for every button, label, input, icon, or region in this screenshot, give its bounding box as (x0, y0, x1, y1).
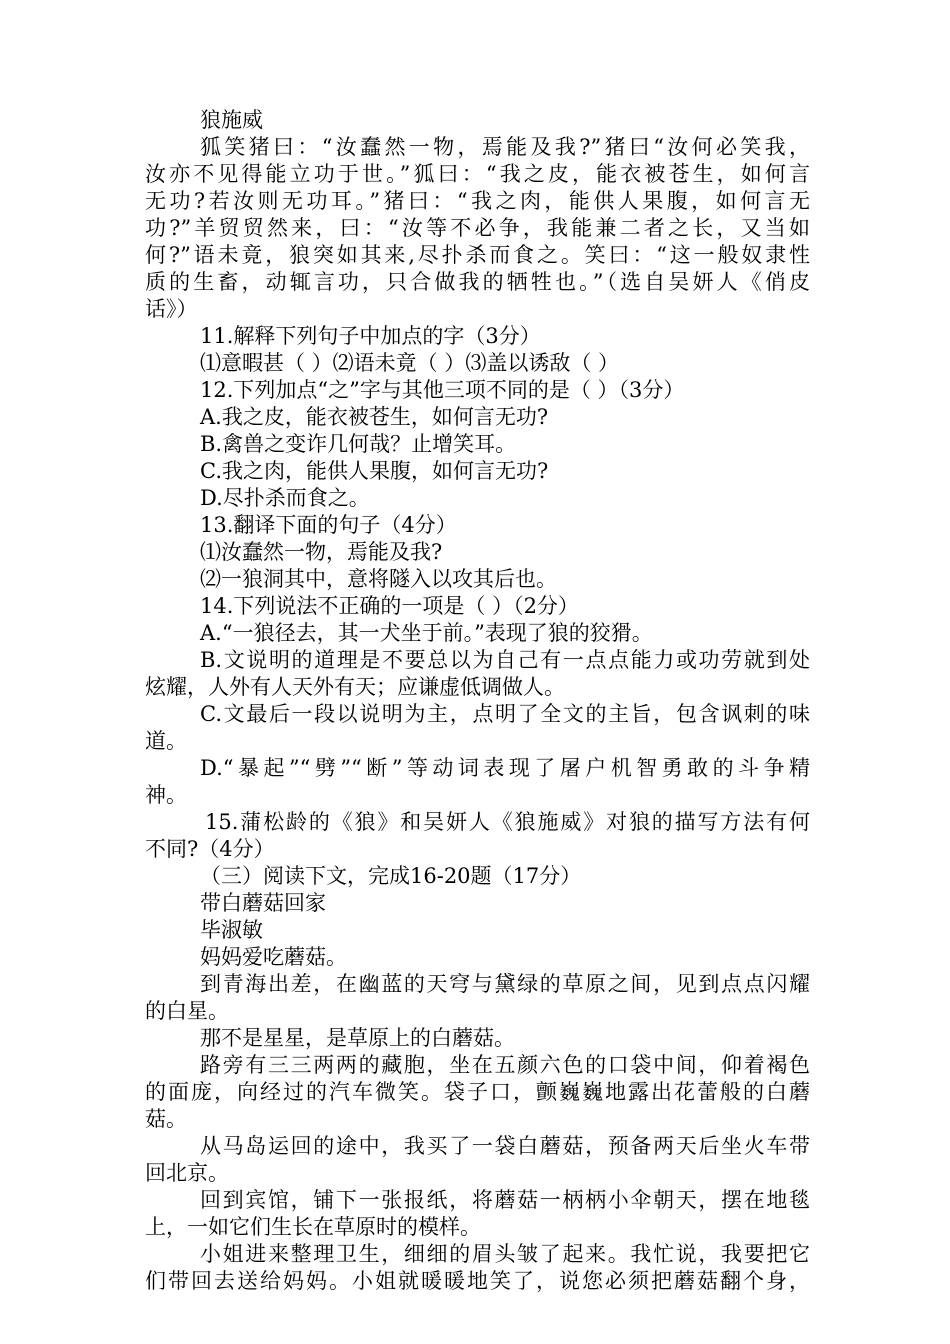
text-line: 狼施威 (200, 108, 263, 132)
text-line: ⑵一狼洞其中，意将隧入以攻其后也。 (200, 567, 557, 591)
text-line: 无功?若汝则无功耳。”猪曰：“我之肉，能供人果腹，如何言无 (145, 189, 810, 213)
text-line: 质的生畜，动辄言功，只合做我的牺牲也。”（选自吴妍人《俏皮 (145, 270, 810, 294)
text-line: 到青海出差，在幽蓝的天穹与黛绿的草原之间，见到点点闪耀 (200, 972, 810, 996)
text-line: C.我之肉，能供人果腹，如何言无功? (200, 459, 549, 483)
text-line: 回北京。 (145, 1161, 229, 1185)
text-line: D.“暴起”“劈”“断”等动词表现了屠户机智勇敢的斗争精 (200, 756, 810, 780)
text-line: ⑴汝蠢然一物，焉能及我? (200, 540, 443, 564)
text-line: 从马岛运回的途中，我买了一袋白蘑菇，预备两天后坐火车带 (200, 1134, 810, 1158)
text-line: 路旁有三三两两的藏胞，坐在五颜六色的口袋中间，仰着褐色 (200, 1053, 810, 1077)
text-line: 汝亦不见得能立功于世。”狐曰：“我之皮，能衣被苍生，如何言 (145, 162, 810, 186)
text-line: 毕淑敏 (200, 918, 263, 942)
text-line: 们带回去送给妈妈。小姐就暖暖地笑了，说您必须把蘑菇翻个身， (145, 1269, 810, 1293)
text-line: 不同?（4分） (145, 837, 275, 861)
text-line: 狐笑猪曰：“汝蠢然一物，焉能及我?”猪曰“汝何必笑我， (200, 135, 810, 159)
text-line: 14.下列说法不正确的一项是（ ）（2分） (200, 594, 579, 618)
text-line: 小姐进来整理卫生，细细的眉头皱了起来。我忙说，我要把它 (200, 1242, 810, 1266)
text-line: 回到宾馆，铺下一张报纸，将蘑菇一柄柄小伞朝天，摆在地毯 (200, 1188, 810, 1212)
text-line: 的面庞，向经过的汽车微笑。袋子口，颤巍巍地露出花蕾般的白蘑 (145, 1080, 810, 1104)
text-line: 11.解释下列句子中加点的字（3分） (200, 324, 541, 348)
text-line: 菇。 (145, 1107, 187, 1131)
text-line: 15.蒲松龄的《狼》和吴妍人《狼施威》对狼的描写方法有何 (205, 810, 810, 834)
text-line: 带白蘑菇回家 (200, 891, 326, 915)
text-line: 炫耀，人外有人天外有天；应谦虚低调做人。 (145, 675, 565, 699)
text-line: C.文最后一段以说明为主，点明了全文的主旨，包含讽刺的味 (200, 702, 810, 726)
text-line: 妈妈爱吃蘑菇。 (200, 945, 347, 969)
text-line: B.禽兽之变诈几何哉？止增笑耳。 (200, 432, 517, 456)
text-line: 话》） (145, 297, 198, 321)
text-line: 的白星。 (145, 999, 229, 1023)
text-line: ⑴意暇甚（ ）⑵语未竟（ ）⑶盖以诱敌（ ） (200, 351, 620, 375)
text-line: A.我之皮，能衣被苍生，如何言无功? (200, 405, 549, 429)
text-line: 13.翻译下面的句子（4分） (200, 513, 457, 537)
text-line: 神。 (145, 783, 187, 807)
text-line: 12.下列加点“之”字与其他三项不同的是（ ）（3分） (200, 378, 685, 402)
text-line: 何?”语未竟，狼突如其来,尽扑杀而食之。笑曰：“这一般奴隶性 (145, 243, 810, 267)
text-line: A.“一狼径去，其一犬坐于前。”表现了狼的狡猾。 (200, 621, 653, 645)
text-line: B.文说明的道理是不要总以为自己有一点点能力或功劳就到处 (200, 648, 810, 672)
text-line: 那不是星星，是草原上的白蘑菇。 (200, 1026, 515, 1050)
text-line: D.尽扑杀而食之。 (200, 486, 370, 510)
text-line: 上，一如它们生长在草原时的模样。 (145, 1215, 481, 1239)
text-line: 道。 (145, 729, 187, 753)
text-line: 功?”羊贸贸然来，曰：“汝等不必争，我能兼二者之长，又当如 (145, 216, 810, 240)
text-line: （三）阅读下文，完成16-20题（17分） (200, 864, 582, 888)
